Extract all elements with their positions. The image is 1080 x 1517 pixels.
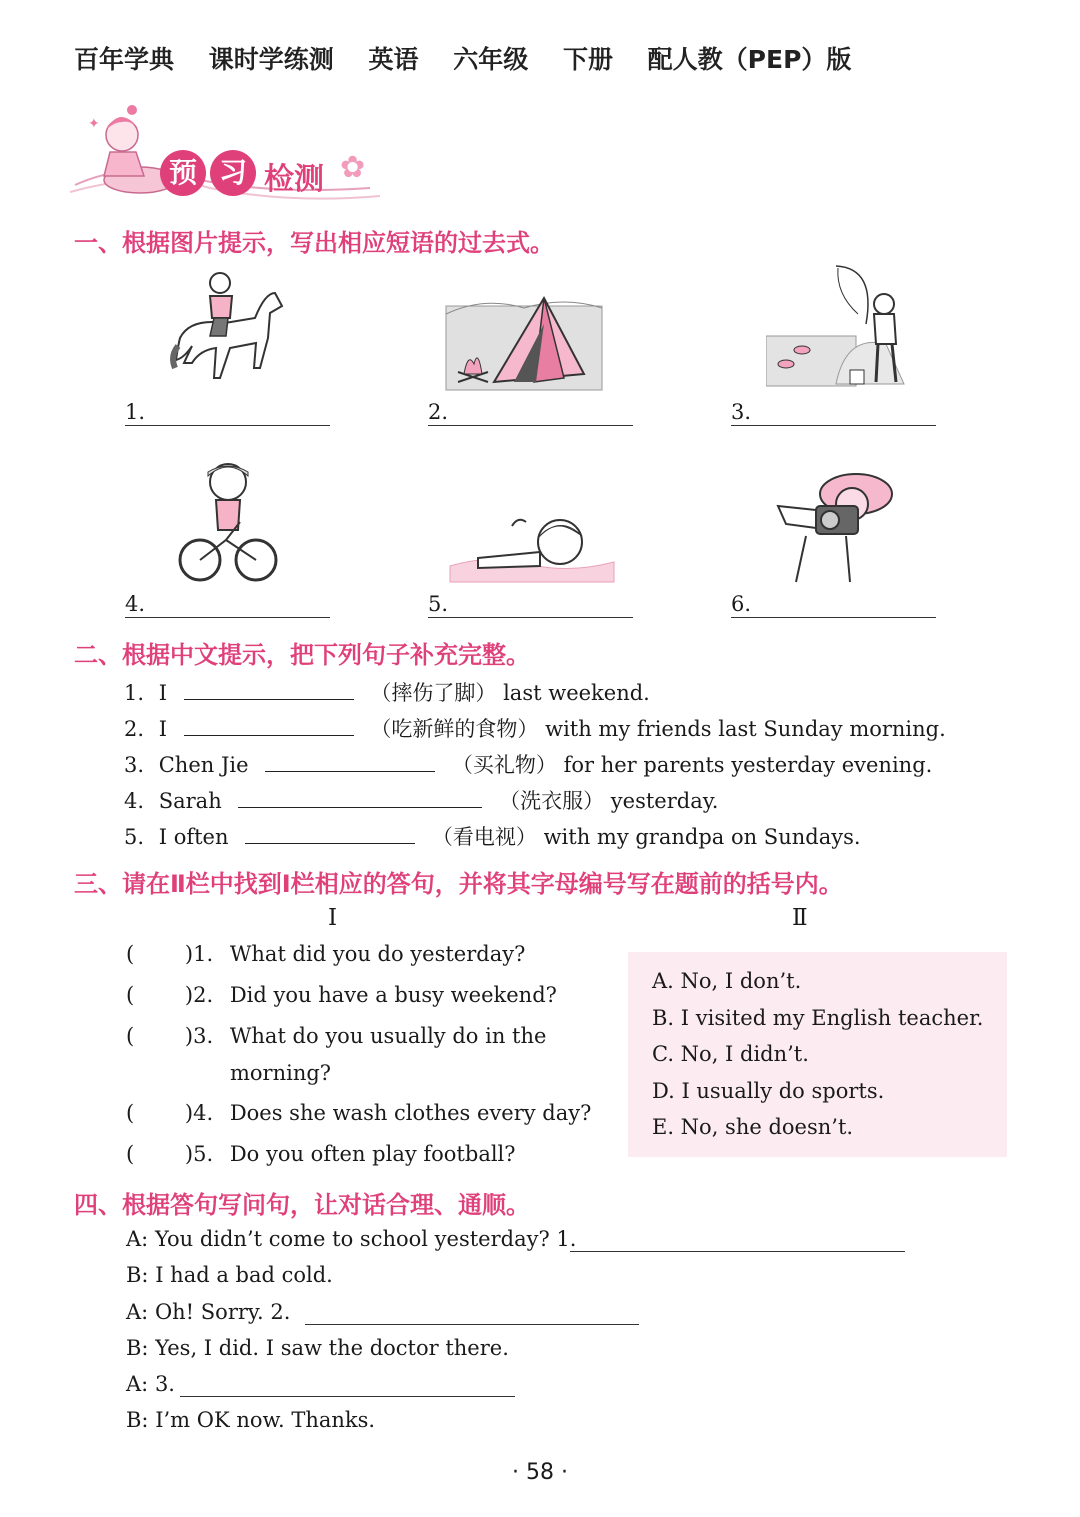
item-number: 3.: [154, 1372, 175, 1396]
answer-paren[interactable]: (: [126, 1142, 135, 1166]
item-number: 6.: [731, 592, 752, 616]
matching-question: [126, 1024, 546, 1048]
speaker-label: B:: [126, 1263, 149, 1287]
question-text: Do you often play football?: [229, 1142, 516, 1166]
speaker-label: A:: [126, 1300, 149, 1324]
item-number: )2.: [184, 983, 214, 1007]
answer-option: C. No, I didn’t.: [652, 1042, 809, 1066]
question-continuation: morning?: [230, 1061, 332, 1085]
section-title: 三、请在Ⅱ栏中找到Ⅰ栏相应的答句，并将其字母编号写在题前的括号内。: [74, 870, 843, 898]
answer-option: D. I usually do sports.: [652, 1079, 885, 1103]
item-number: 5.: [124, 825, 145, 849]
dialogue-line: [126, 1263, 333, 1287]
answer-option: E. No, she doesn’t.: [652, 1115, 854, 1139]
swimming-icon: [448, 508, 616, 586]
header-part: 下册: [562, 45, 613, 74]
sentence-item: [124, 677, 650, 707]
dialogue-text: Oh! Sorry.: [154, 1300, 264, 1324]
answer-blank[interactable]: [570, 1251, 905, 1252]
item-number: 3.: [124, 753, 145, 777]
sentence-end: with my grandpa on Sundays.: [543, 825, 861, 849]
answer-option: A. No, I don’t.: [652, 969, 802, 993]
item-number: )3.: [184, 1024, 214, 1048]
chinese-hint: （买礼物）: [451, 753, 557, 777]
answer-blank[interactable]: [125, 425, 330, 426]
item-number: 2.: [124, 717, 145, 741]
item-number: 1.: [124, 681, 145, 705]
header-part: 配人教（PEP）版: [647, 45, 852, 74]
answer-blank[interactable]: [245, 825, 415, 844]
section-title: 一、根据图片提示，写出相应短语的过去式。: [74, 229, 554, 257]
dialogue-text: Yes, I did. I saw the doctor there.: [155, 1336, 509, 1360]
item-number: 1.: [125, 400, 146, 424]
matching-question: [126, 983, 557, 1007]
speaker-label: A:: [126, 1227, 149, 1251]
header-part: 百年学典: [74, 45, 175, 74]
question-text: What did you do yesterday?: [229, 942, 526, 966]
speaker-label: A:: [126, 1372, 149, 1396]
banner-title: 检测: [264, 162, 324, 197]
sentence-end: with my friends last Sunday morning.: [545, 717, 946, 741]
dialogue-text: I’m OK now. Thanks.: [155, 1408, 376, 1432]
section-title: 二、根据中文提示，把下列句子补充完整。: [74, 641, 530, 669]
page-number: · 58 ·: [512, 1460, 568, 1485]
sentence-start: Sarah: [158, 789, 222, 813]
chinese-hint: （看电视）: [431, 825, 537, 849]
answer-blank[interactable]: [184, 717, 354, 736]
speaker-label: B:: [126, 1336, 149, 1360]
sentence-end: for her parents yesterday evening.: [563, 753, 933, 777]
svg-text:✦: ✦: [88, 116, 100, 132]
answer-blank[interactable]: [265, 753, 435, 772]
header-part: 课时学练测: [208, 45, 334, 74]
item-number: 3.: [731, 400, 752, 424]
answer-paren[interactable]: (: [126, 1024, 135, 1048]
question-text: Did you have a busy weekend?: [229, 983, 557, 1007]
item-number: )4.: [184, 1101, 214, 1125]
answer-option: B. I visited my English teacher.: [652, 1006, 984, 1030]
matching-question: [126, 1142, 516, 1166]
sentence-item: [124, 749, 932, 779]
answer-blank[interactable]: [428, 617, 633, 618]
banner-char: 预: [168, 156, 197, 189]
question-text: What do you usually do in the: [229, 1024, 547, 1048]
chinese-hint: （吃新鲜的食物）: [370, 717, 539, 741]
camera-photo-icon: [776, 466, 894, 584]
chinese-hint: （摔伤了脚）: [370, 681, 497, 705]
book-header: [74, 40, 877, 76]
answer-blank[interactable]: [184, 681, 354, 700]
dialogue-text: You didn’t come to school yesterday?: [154, 1227, 550, 1251]
item-number: 5.: [428, 592, 449, 616]
fishing-icon: [766, 264, 906, 392]
answer-paren[interactable]: (: [126, 942, 135, 966]
dialogue-line: [126, 1408, 375, 1432]
answer-blank[interactable]: [731, 425, 936, 426]
answer-paren[interactable]: (: [126, 983, 135, 1007]
dialogue-line: [126, 1336, 509, 1360]
sentence-end: last weekend.: [503, 681, 650, 705]
sentence-start: Chen Jie: [158, 753, 249, 777]
tent-campfire-icon: [444, 294, 604, 392]
header-part: 英语: [368, 45, 419, 74]
banner-char-badge: [210, 150, 256, 196]
dialogue-line: [126, 1372, 175, 1396]
answer-blank[interactable]: [238, 789, 482, 808]
item-number: )1.: [184, 942, 214, 966]
sentence-start: I: [158, 681, 168, 705]
header-part: 六年级: [453, 45, 529, 74]
answer-blank[interactable]: [180, 1396, 515, 1397]
banner-char: 习: [218, 156, 247, 189]
item-number: 4.: [125, 592, 146, 616]
answer-blank[interactable]: [305, 1324, 639, 1325]
matching-question: [126, 1101, 591, 1125]
item-number: )5.: [184, 1142, 214, 1166]
answer-blank[interactable]: [428, 425, 633, 426]
item-number: 2.: [428, 400, 449, 424]
banner-char-badge: [160, 150, 206, 196]
question-text: Does she wash clothes every day?: [229, 1101, 592, 1125]
item-number: 1.: [556, 1227, 577, 1251]
item-number: 4.: [124, 789, 145, 813]
speaker-label: B:: [126, 1408, 149, 1432]
column-header-2: Ⅱ: [792, 905, 808, 931]
sentence-start: I often: [158, 825, 229, 849]
dialogue-line: [126, 1227, 576, 1251]
column-header-1: Ⅰ: [328, 905, 338, 931]
dialogue-line: [126, 1300, 290, 1324]
cycling-icon: [178, 460, 278, 585]
answer-paren[interactable]: (: [126, 1101, 135, 1125]
matching-question: [126, 942, 525, 966]
sentence-item: [124, 713, 946, 743]
item-number: 2.: [270, 1300, 291, 1324]
sentence-start: I: [158, 717, 168, 741]
answer-blank[interactable]: [125, 617, 330, 618]
answer-blank[interactable]: [731, 617, 936, 618]
dialogue-text: I had a bad cold.: [155, 1263, 333, 1287]
sentence-item: [124, 821, 861, 851]
section-title: 四、根据答句写问句，让对话合理、通顺。: [74, 1191, 530, 1219]
sentence-end: yesterday.: [610, 789, 719, 813]
horse-riding-icon: [170, 268, 285, 393]
star-icon: ✿: [340, 150, 366, 185]
sentence-item: [124, 785, 718, 815]
chinese-hint: （洗衣服）: [499, 789, 605, 813]
